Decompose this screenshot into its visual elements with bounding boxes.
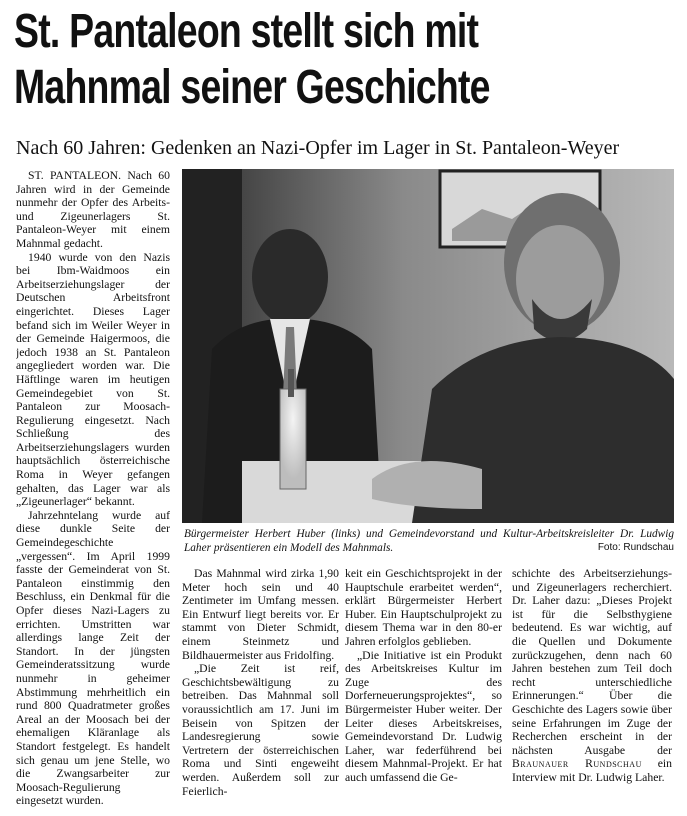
article-paragraph	[512, 567, 672, 785]
article-paragraph: Jahrzehntelang wurde auf diese dunkle Seite der Gemeindegeschichte „vergessen“. Im April 1999 fasste der Gemeinderat von St. Pantaleon einstimmig den Beschluss, ein Denkmal für die Opfer dieses Nazi-Lagers zu errichten. Umstritten war allerdings lange Zeit der Standort. In der jüngsten Gemeinderatssitzung wurde nunmehr in geheimer Abstimmung mehrheitlich ein rund 800 Quadratmeter großes Areal an der Moosach bei der ehemaligen Kläranlage als Standort festgelegt. Es handelt sich genau um jene Stelle, wo die Zwangsarbeiter zur Moosach-Regulierung eingesetzt wurden.	[16, 508, 170, 808]
photo-credit: Foto: Rundschau	[597, 542, 674, 553]
article-text: ein Interview mit Dr. Ludwig Laher.	[512, 757, 672, 784]
article-paragraph: Das Mahnmal wird zirka 1,90 Meter hoch sein und 40 Zentimeter im Umfang messen. Ein Entwurf liegt bereits vor. Er stammt von Dieter Schmidt, einem Steinmetz und Bildhauermeister aus Fridolfing.	[182, 567, 339, 662]
article-column-4	[512, 567, 672, 809]
article-column-3	[345, 567, 502, 809]
article-column-2	[182, 567, 339, 809]
article-text: schichte des Arbeitserziehungs- und Zigeunerlagers recherchiert. Dr. Laher dazu: „Dieses Projekt ist für die Selbsthygiene bedeutend. Es war wichtig, auf die Quellen und Dokumente zurückzugehen, denn nach 60 Jahren bestehen zum Teil doch recht unterschiedliche Erinnerungen.“ Über die Geschichte des Lagers sowie über seine Erfahrungen im Zuge der Recherchen erscheint in der nächsten Ausgabe der	[512, 567, 672, 757]
article-paragraph: 1940 wurde von den Nazis bei Ibm-Waidmoos ein Arbeitserziehungslager der Deutschen Arbeitsfront eingerichtet. Dieses Lager befand sich im Weiler Weyer in der Gemeinde Haigermoos, die jedoch 1938 an St. Pantaleon angegliedert worden war. Die Häftlinge waren im heutigen Gemeindegebiet von St. Pantaleon zur Moosach-Regulierung eingesetzt. Nach Schließung des Arbeitserziehungslagers wurden hauptsächlich österreichische Roma in Weyer gefangen gehalten, das Lager war als „Zigeunerlager“ bekannt.	[16, 250, 170, 509]
publication-name: Braunauer Rundschau	[512, 757, 642, 771]
subheadline: Nach 60 Jahren: Gedenken an Nazi-Opfer im Lager in St. Pantaleon-Weyer	[16, 137, 620, 159]
article-paragraph: keit ein Geschichtsprojekt in der Hauptschule erarbeitet werden“, erklärt Bürgermeister Herbert Huber. Ein Hauptschulprojekt zu diesem Thema war in den 80-er Jahren erfolglos geblieben.	[345, 567, 502, 648]
article-paragraph: „Die Zeit ist reif, Geschichtsbewältigung zu betreiben. Das Mahnmal soll voraussichtlich am 17. Juni im Beisein von Spitzen der Landesregierung sowie Vertretern der österreichischen Roma und Sinti engeweiht werden. Außerdem soll zur Feierlich-	[182, 662, 339, 798]
article-paragraph: ST. PANTALEON. Nach 60 Jahren wird in der Gemeinde nunmehr der Opfer des Arbeits- und Zigeunerlagers St. Pantaleon-Weyer mit einem Mahnmal gedacht.	[16, 169, 170, 250]
headline-line-1: St. Pantaleon stellt sich mit	[14, 5, 479, 58]
headline-line-2: Mahnmal seiner Geschichte	[14, 61, 490, 114]
article-paragraph: „Die Initiative ist ein Produkt des Arbeitskreises Kultur im Zuge des Dorferneuerungsprojektes“, so Bürgermeister Huber weiter. Der Leiter dieses Arbeitskreises, Gemeindevorstand Dr. Ludwig Laher, war federführend bei diesem Mahnmal-Projekt. Er hat auch umfassend die Ge-	[345, 648, 502, 784]
photo-caption: Bürgermeister Herbert Huber (links) und Gemeindevorstand und Kultur-Arbeitskreisleiter Dr. Ludwig Laher präsentieren ein Modell des Mahnmals.	[184, 528, 674, 554]
article-photo	[182, 169, 674, 523]
article-column-1	[16, 169, 170, 809]
